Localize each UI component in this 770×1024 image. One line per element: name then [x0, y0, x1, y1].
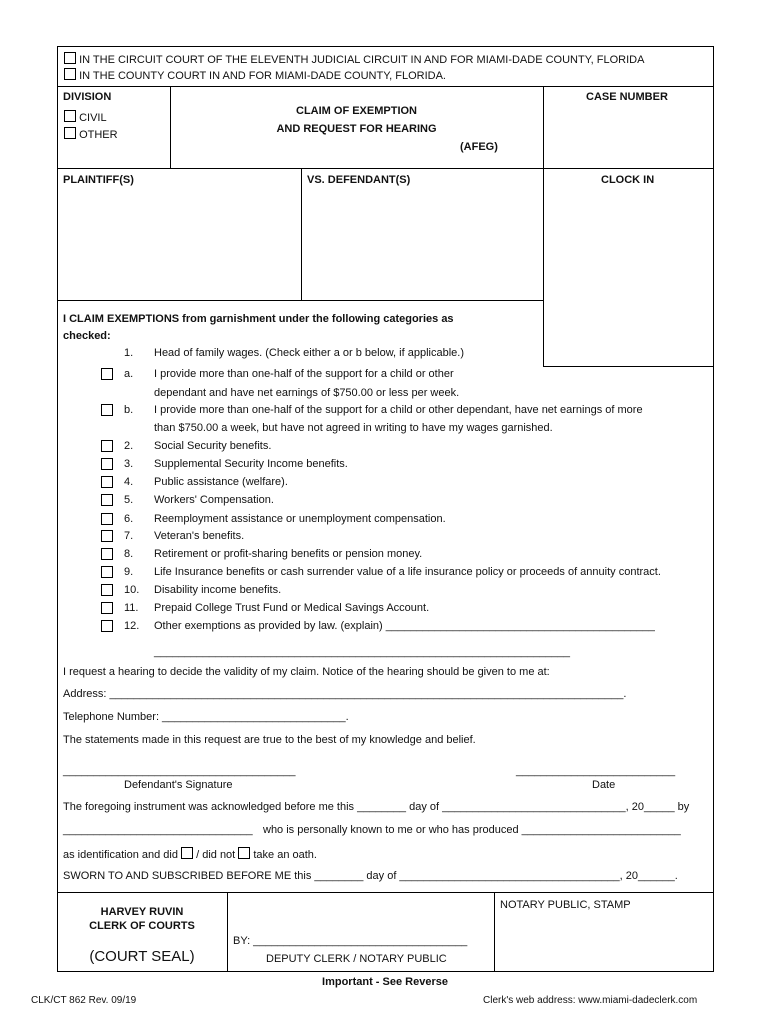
division-civil-option [64, 110, 107, 124]
form-title-line1: CLAIM OF EXEMPTION [296, 105, 417, 117]
claim-explain-line [0, 645, 770, 659]
sworn-line[interactable]: SWORN TO AND SUBSCRIBED BEFORE ME this ________ day of ____________________________________, 20______. [63, 870, 678, 882]
date-line[interactable]: __________________________ [516, 765, 676, 777]
clerk-website: Clerk's web address: www.miami-dadeclerk.com [483, 995, 698, 1006]
item-text: Other exemptions as provided by law. (explain) ____________________________________________ [154, 620, 655, 632]
court-county-option [64, 68, 446, 82]
item-text: Head of family wages. (Check either a or b below, if applicable.) [154, 347, 464, 359]
claim-item-7 [0, 529, 770, 543]
produced-id-line[interactable]: who is personally known to me or who has produced __________________________ [263, 824, 681, 836]
form-title-line2: AND REQUEST FOR HEARING [276, 123, 437, 135]
court-county-label: IN THE COUNTY COURT IN AND FOR MIAMI-DADE COUNTY, FLORIDA. [79, 70, 446, 82]
item-2-checkbox[interactable] [101, 440, 113, 452]
item-6-checkbox[interactable] [101, 513, 113, 525]
circuit-court-checkbox[interactable] [64, 52, 76, 64]
item-number: 9. [124, 566, 134, 578]
item-text: Supplemental Security Income benefits. [154, 458, 348, 470]
claim-item-1 [0, 346, 770, 360]
court-circuit-label: IN THE CIRCUIT COURT OF THE ELEVENTH JUDICIAL CIRCUIT IN AND FOR MIAMI-DADE COUNTY, FLORIDA [79, 54, 645, 66]
item-7-checkbox[interactable] [101, 530, 113, 542]
truth-statement: The statements made in this request are true to the best of my knowledge and belief. [63, 734, 476, 746]
civil-label: CIVIL [79, 112, 107, 124]
form-code: (AFEG) [460, 141, 498, 153]
item-12-checkbox[interactable] [101, 620, 113, 632]
division-other-option [64, 127, 118, 141]
item-text: Workers' Compensation. [154, 494, 274, 506]
plaintiffs-label: PLAINTIFF(S) [63, 174, 134, 186]
item-5-checkbox[interactable] [101, 494, 113, 506]
item-number: 3. [124, 458, 134, 470]
oath-prefix: as identification and did [63, 849, 178, 861]
item-text: Public assistance (welfare). [154, 476, 288, 488]
did-checkbox[interactable] [181, 847, 193, 859]
item-number: 12. [124, 620, 140, 632]
item-number: 5. [124, 494, 134, 506]
item-number: 6. [124, 513, 134, 525]
item-10-checkbox[interactable] [101, 584, 113, 596]
claim-item-8 [0, 547, 770, 561]
other-label: OTHER [79, 129, 118, 141]
hearing-request: I request a hearing to decide the validity of my claim. Notice of the hearing should be given to me at: [63, 666, 550, 678]
telephone-field[interactable]: Telephone Number: ______________________________. [63, 711, 349, 723]
item-letter: b. [124, 404, 134, 416]
claim-item-4 [0, 475, 770, 489]
item-11-checkbox[interactable] [101, 602, 113, 614]
other-checkbox[interactable] [64, 127, 76, 139]
county-court-checkbox[interactable] [64, 68, 76, 80]
address-field[interactable]: Address: ____________________________________________________________________________________. [63, 688, 627, 700]
claim-intro-line1: I CLAIM EXEMPTIONS from garnishment under the following categories as [63, 313, 454, 325]
defendants-label: VS. DEFENDANT(S) [307, 174, 411, 186]
oath-line [63, 847, 317, 861]
claim-item-a-cont [0, 386, 770, 400]
acknowledgment-line[interactable]: The foregoing instrument was acknowledged before me this ________ day of ______________________________, 20_____ by [63, 801, 690, 813]
form-id: CLK/CT 862 Rev. 09/19 [31, 995, 137, 1006]
item-text: Veteran's benefits. [154, 530, 245, 542]
item-b-checkbox[interactable] [101, 404, 113, 416]
deputy-clerk-label: DEPUTY CLERK / NOTARY PUBLIC [266, 953, 447, 965]
claim-item-5 [0, 493, 770, 507]
item-text: I provide more than one-half of the support for a child or other [154, 368, 454, 380]
claim-item-2 [0, 439, 770, 453]
item-number: 1. [124, 347, 134, 359]
case-number-label: CASE NUMBER [586, 91, 668, 103]
item-number: 7. [124, 530, 134, 542]
signature-line[interactable]: ______________________________________ [63, 765, 296, 777]
division-label: DIVISION [63, 91, 112, 103]
civil-checkbox[interactable] [64, 110, 76, 122]
item-text: Social Security benefits. [154, 440, 272, 452]
claim-item-b-cont [0, 421, 770, 435]
did-not-checkbox[interactable] [238, 847, 250, 859]
claim-item-b [0, 403, 770, 417]
date-label: Date [592, 779, 616, 791]
item-number: 10. [124, 584, 140, 596]
item-text: Prepaid College Trust Fund or Medical Savings Account. [154, 602, 430, 614]
court-circuit-option [64, 52, 644, 66]
claim-item-6 [0, 512, 770, 526]
claim-item-12 [0, 619, 770, 633]
item-text: Disability income benefits. [154, 584, 282, 596]
clerk-name: HARVEY RUVIN [100, 906, 184, 918]
item-number: 4. [124, 476, 134, 488]
claim-item-a [0, 367, 770, 381]
item-text: Retirement or profit-sharing benefits or pension money. [154, 548, 423, 560]
court-seal-label: (COURT SEAL) [89, 948, 195, 965]
take-oath-label: take an oath. [253, 849, 317, 861]
claim-intro-line2: checked: [63, 330, 111, 342]
item-4-checkbox[interactable] [101, 476, 113, 488]
item-number: 8. [124, 548, 134, 560]
defendant-signature-label: Defendant's Signature [124, 779, 233, 791]
known-person-blank[interactable]: _______________________________ [63, 824, 253, 836]
item-text: Reemployment assistance or unemployment compensation. [154, 513, 446, 525]
item-3-checkbox[interactable] [101, 458, 113, 470]
item-letter: a. [124, 368, 134, 380]
important-note: Important - See Reverse [322, 976, 448, 988]
claim-item-3 [0, 457, 770, 471]
item-a-checkbox[interactable] [101, 368, 113, 380]
claim-item-10 [0, 583, 770, 597]
item-text: Life Insurance benefits or cash surrender value of a life insurance policy or proceeds of annuity contract. [154, 566, 661, 578]
item-text: I provide more than one-half of the support for a child or other dependant, have net earnings of more [154, 404, 643, 416]
claim-item-11 [0, 601, 770, 615]
by-signature-line[interactable]: BY: ___________________________________ [233, 935, 468, 947]
item-text-cont: than $750.00 a week, but have not agreed in writing to have my wages garnished. [154, 422, 553, 434]
claim-item-9 [0, 565, 770, 579]
clerk-title: CLERK OF COURTS [89, 920, 195, 932]
item-number: 2. [124, 440, 134, 452]
notary-stamp-label: NOTARY PUBLIC, STAMP [500, 899, 631, 911]
item-number: 11. [124, 602, 139, 614]
item-text-cont: dependant and have net earnings of $750.00 or less per week. [154, 387, 460, 399]
item-8-checkbox[interactable] [101, 548, 113, 560]
item-9-checkbox[interactable] [101, 566, 113, 578]
did-not-label: / did not [196, 849, 236, 861]
clock-in-label: CLOCK IN [601, 174, 655, 186]
explain-blank[interactable]: ____________________________________________________________________ [154, 646, 571, 658]
